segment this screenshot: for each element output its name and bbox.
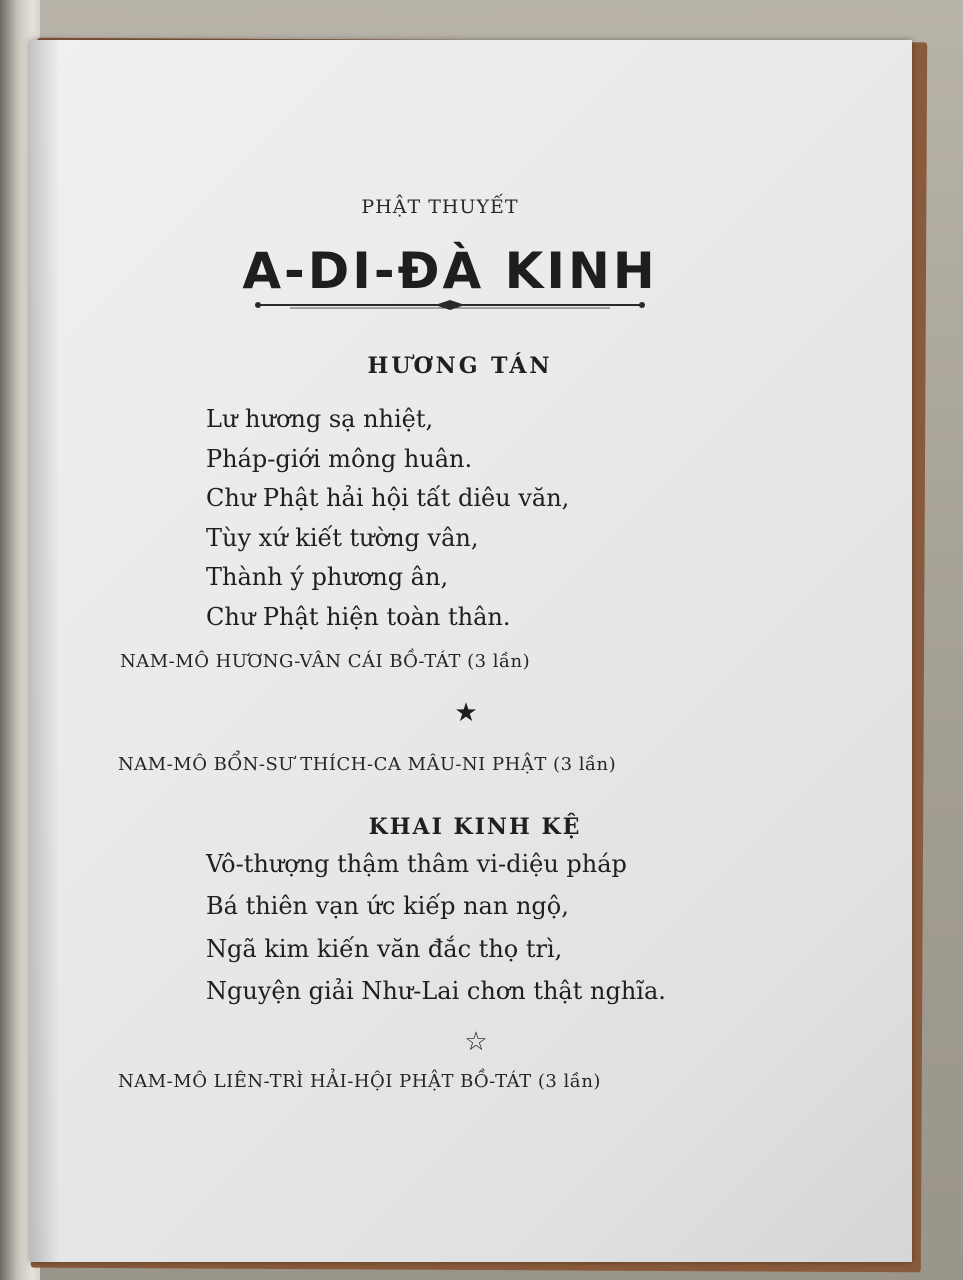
section-heading-huong-tan: HƯƠNG TÁN [367,353,553,379]
page-subtitle: PHẬT THUYẾT [361,196,519,218]
verse-line: Thành ý phương ân, [206,563,449,591]
chant-line: NAM-MÔ BỔN-SƯ THÍCH-CA MÂU-NI PHẬT (3 lần) [118,754,617,775]
section-heading-khai-kinh-ke: KHAI KINH KỆ [368,814,582,840]
verse-line: Lư hương sạ nhiệt, [206,405,434,433]
verse-line: Tùy xứ kiết tường vân, [206,524,479,552]
outline-star-divider: ☆ [464,1027,488,1057]
verse-line: Bá thiên vạn ức kiếp nan ngộ, [206,892,569,920]
verse-line: Chư Phật hiện toàn thân. [206,603,511,631]
verse-line: Vô-thượng thậm thâm vi-diệu pháp [206,850,627,878]
page-title: A-DI-ĐÀ KINH [242,242,658,300]
title-ornament-rule [250,298,650,312]
verse-line: Pháp-giới mông huân. [206,445,473,473]
verse-line: Chư Phật hải hội tất diêu văn, [206,484,570,512]
verse-line: Nguyện giải Như-Lai chơn thật nghĩa. [206,977,666,1005]
filled-star-divider: ★ [454,698,478,728]
verse-line: Ngã kim kiến văn đắc thọ trì, [206,935,563,963]
chant-line: NAM-MÔ HƯƠNG-VÂN CÁI BỒ-TÁT (3 lần) [120,651,531,672]
page-gutter-shadow [30,40,60,1262]
chant-line: NAM-MÔ LIÊN-TRÌ HẢI-HỘI PHẬT BỒ-TÁT (3 lần) [118,1071,601,1092]
